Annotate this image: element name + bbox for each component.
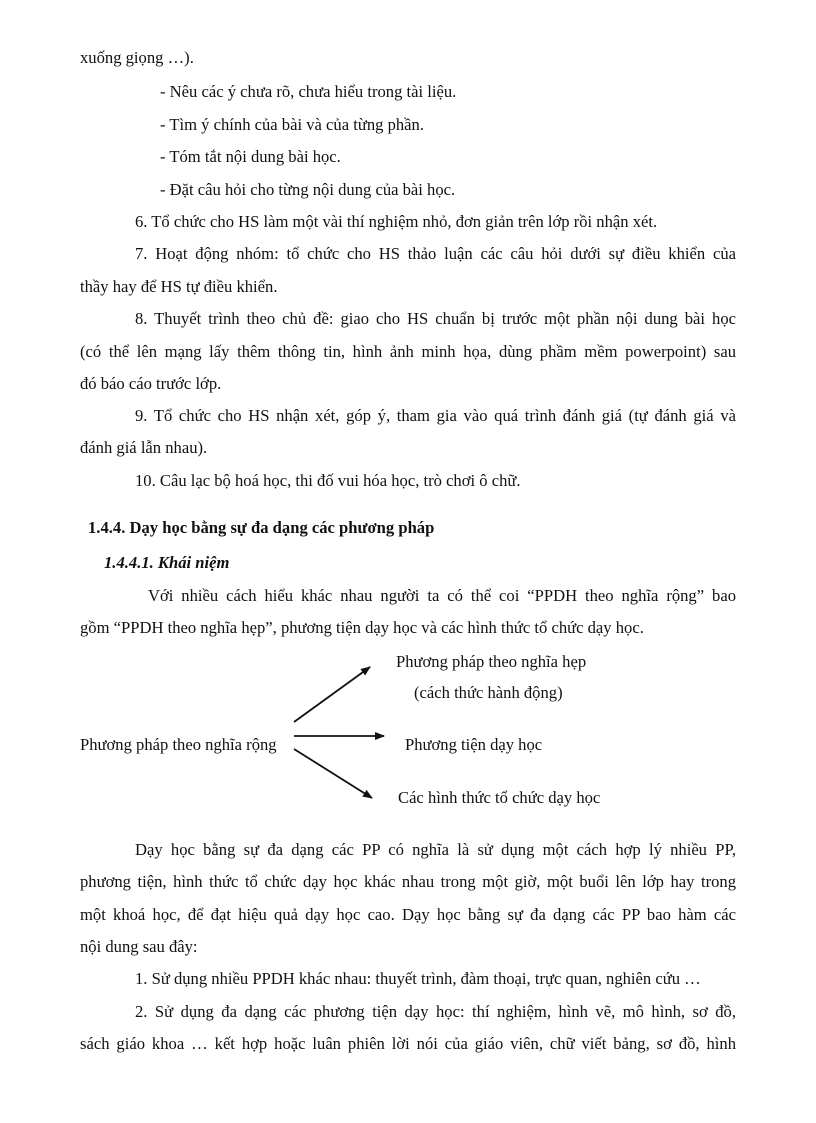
paragraph-line: Với nhiều cách hiểu khác nhau người ta có thể coi “PPDH theo nghĩa rộng” bao: [148, 586, 736, 605]
section-heading: 1.4.4. Dạy học bằng sự đa dạng các phương pháp: [88, 518, 435, 537]
paragraph-line: gồm “PPDH theo nghĩa hẹp”, phương tiện dạy học và các hình thức tổ chức dạy học.: [80, 618, 644, 637]
diagram-target-2: Phương tiện dạy học: [405, 735, 543, 754]
numbered-item: 2. Sử dụng đa dạng các phương tiện dạy học: thí nghiệm, hình vẽ, mô hình, sơ đồ,: [135, 1002, 736, 1021]
numbered-item: 7. Hoạt động nhóm: tổ chức cho HS thảo luận các câu hỏi dưới sự điều khiển của: [135, 244, 736, 263]
text-line: thầy hay để HS tự điều khiển.: [80, 277, 278, 296]
subsection-heading: 1.4.4.1. Khái niệm: [104, 553, 230, 572]
text-line: xuống giọng …).: [80, 48, 194, 67]
diagram-source: Phương pháp theo nghĩa rộng: [80, 735, 277, 754]
list-item: - Đặt câu hỏi cho từng nội dung của bài học.: [160, 180, 456, 199]
list-item: - Nêu các ý chưa rõ, chưa hiểu trong tài liệu.: [160, 82, 457, 101]
list-item: - Tìm ý chính của bài và của từng phần.: [160, 115, 424, 134]
numbered-item: 6. Tổ chức cho HS làm một vài thí nghiệm nhỏ, đơn giản trên lớp rồi nhận xét.: [135, 212, 658, 231]
diagram-target-1: Phương pháp theo nghĩa hẹp: [396, 652, 587, 671]
paragraph-line: sách giáo khoa … kết hợp hoặc luân phiên lời nói của giáo viên, chữ viết bảng, sơ đồ, hình: [80, 1034, 736, 1053]
diagram-target-3: Các hình thức tổ chức dạy học: [398, 788, 601, 807]
list-item: - Tóm tắt nội dung bài học.: [160, 147, 341, 166]
text-line: đánh giá lẫn nhau).: [80, 438, 208, 457]
paragraph-line: phương tiện, hình thức tổ chức dạy học khác nhau trong một giờ, một buổi lên lớp hay trong: [80, 872, 736, 891]
paragraph-line: một khoá học, để đạt hiệu quả dạy học cao. Dạy học bằng sự đa dạng các PP bao hàm các: [80, 905, 736, 924]
diagram-target-1-subtitle: (cách thức hành động): [414, 683, 563, 702]
numbered-item: 1. Sử dụng nhiều PPDH khác nhau: thuyết trình, đàm thoại, trực quan, nghiên cứu …: [135, 969, 701, 988]
arrow-to-target-3: [294, 749, 372, 798]
numbered-item: 8. Thuyết trình theo chủ đề: giao cho HS chuẩn bị trước một phần nội dung bài học: [135, 309, 736, 328]
paragraph-line: Dạy học bằng sự đa dạng các PP có nghĩa là sử dụng một cách hợp lý nhiều PP,: [135, 840, 736, 859]
arrow-to-target-1: [294, 667, 370, 722]
text-line: (có thể lên mạng lấy thêm thông tin, hình ảnh minh họa, dùng phầm mềm powerpoint) sau: [80, 342, 736, 361]
numbered-item: 10. Câu lạc bộ hoá học, thi đố vui hóa học, trò chơi ô chữ.: [135, 471, 521, 490]
paragraph-line: nội dung sau đây:: [80, 937, 198, 956]
text-line: đó báo cáo trước lớp.: [80, 374, 222, 393]
numbered-item: 9. Tổ chức cho HS nhận xét, góp ý, tham gia vào quá trình đánh giá (tự đánh giá và: [135, 406, 736, 425]
